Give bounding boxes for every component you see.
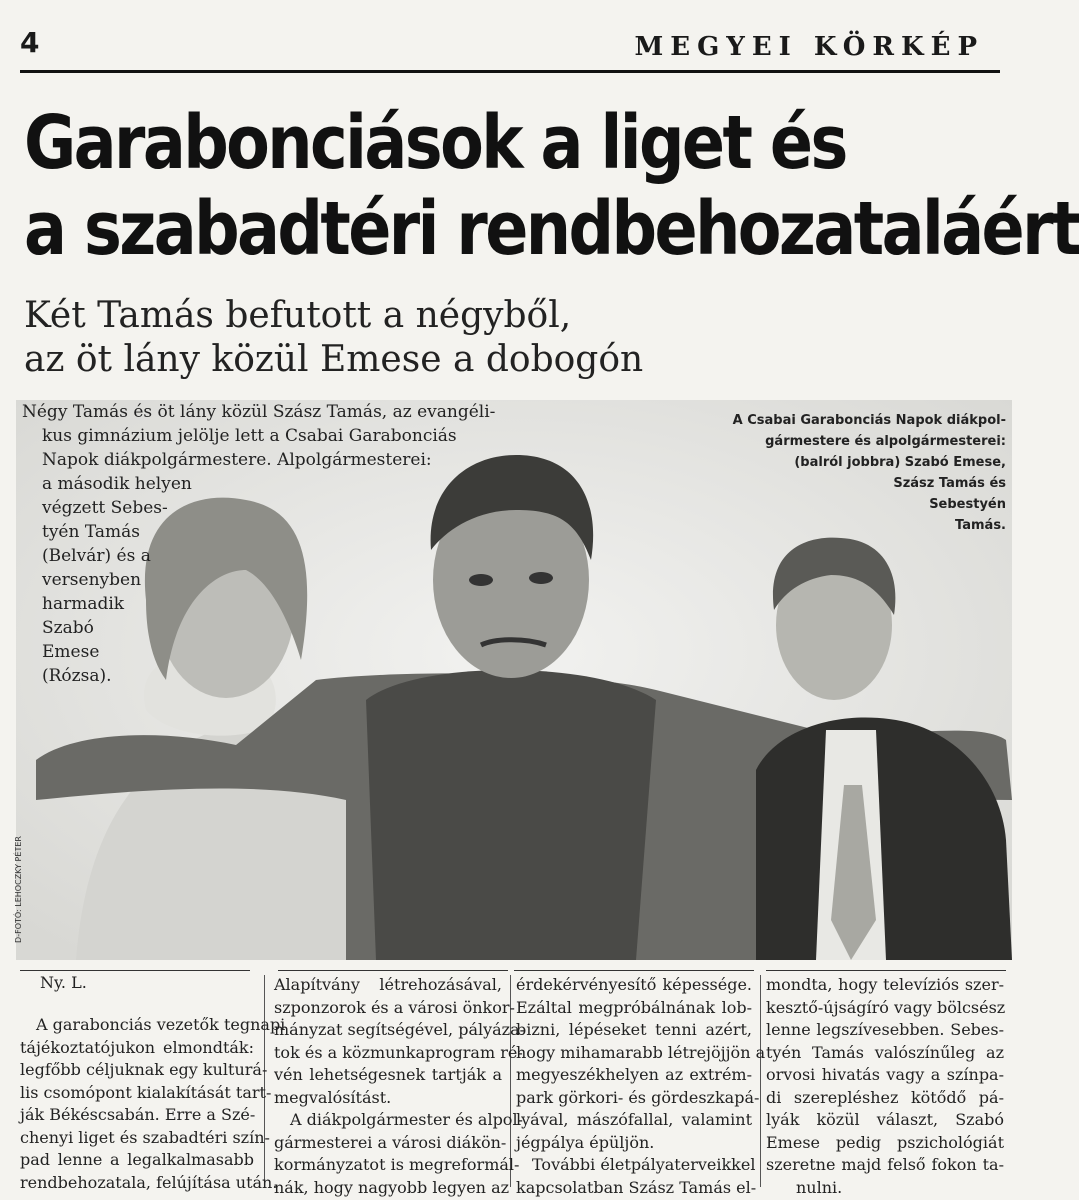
photo-credit: D-FOTÓ: LEHOCZKY PÉTER [13,836,23,943]
body-line: lyák közül választ, Szabó [766,1110,1004,1129]
man-figure-right [756,538,1012,960]
body-line: Ezáltal megpróbálnának lob- [516,997,752,1017]
body-line: kormányzatot is megreformál- [274,1155,520,1174]
body-line: gármesterei a városi diákön- [274,1132,507,1152]
body-line: Alapítvány létrehozásával, [274,975,502,994]
lead-line: (Rózsa). [42,666,112,686]
lead-line: Emese [42,642,100,662]
body-line: lenne legszívesebben. Sebes- [766,1020,1004,1039]
body-line: kesztő-újságíró vagy bölcsész [766,997,1006,1017]
body-line: tyén Tamás valószínűleg az [766,1042,1004,1062]
body-column-3 [516,974,766,1199]
subheadline-line-2: az öt lány közül Emese a dobogón [24,339,644,380]
lead-line: Szabó [42,618,94,638]
lead-line: kus gimnázium jelölje lett a Csabai Garabonciás [42,426,457,446]
section-title: MEGYEI KÖRKÉP [634,32,984,62]
body-line: hogy mihamarabb létrejöjjön a [516,1042,766,1062]
body-line: lyával, mászófallal, valamint [516,1110,752,1129]
caption-line: Szász Tamás és [893,476,1006,491]
body-line: rendbehozatala, felújítása után. [20,1172,278,1192]
caption-line: (balról jobbra) Szabó Emese, [794,455,1006,470]
page-number: 4 [20,26,40,59]
lead-line: tyén Tamás [42,522,140,542]
body-line: jégpálya épüljön. [516,1132,655,1152]
headline-line-1: Garabonciások a liget és [24,100,846,186]
lead-paragraph [22,400,522,688]
body-line: pad lenne a legalkalmasabb [20,1150,254,1169]
body-line: orvosi hivatás vagy a színpa- [766,1065,1004,1084]
caption-line: Sebestyén [929,497,1006,512]
column-divider [760,975,761,1187]
body-line: A garabonciás vezetők tegnapi [36,1015,286,1034]
lead-line: végzett Sebes- [42,498,168,518]
photo-caption [726,410,1006,536]
body-line: mányzat segítségével, pályáza- [274,1020,526,1039]
body-line: tájékoztatójukon elmondták: [20,1037,254,1057]
lead-line: Napok diákpolgármestere. Alpolgármesterei: [42,450,432,470]
lead-line: harmadik [42,594,125,614]
body-column-4 [766,974,1004,1199]
lead-line: Négy Tamás és öt lány közül Szász Tamás, az evangéli- [22,402,496,422]
subheadline-line-1: Két Tamás befutott a négyből, [24,295,572,336]
body-line: di szerepléshez kötődő pá- [766,1087,1004,1107]
subheadline [24,294,643,382]
caption-line: Tamás. [955,518,1006,533]
body-line: érdekérvényesítő képessége. [516,975,752,994]
headline [24,100,1079,272]
body-line: szeretne majd felső fokon ta- [766,1155,1004,1174]
caption-line: A Csabai Garabonciás Napok diákpol- [732,413,1006,428]
column-divider [264,975,265,1187]
body-line: ják Békéscsabán. Erre a Szé- [20,1105,256,1124]
body-line: lis csomópont kialakítását tart- [20,1082,272,1102]
body-line: mondta, hogy televíziós szer- [766,975,1004,994]
body-line: További életpályaterveikkel [532,1155,756,1174]
headline-line-2: a szabadtéri rendbehozataláért [24,186,1079,272]
body-line: vén lehetségesnek tartják a [274,1065,502,1084]
body-line: A diákpolgármester és alpol- [290,1110,523,1129]
body-line: kapcsolatban Szász Tamás el- [516,1177,757,1197]
body-column-1 [20,1014,286,1194]
byline: Ny. L. [40,973,87,992]
lead-line: versenyben [42,570,142,590]
body-line: megvalósítást. [274,1087,392,1107]
body-line: Emese pedig pszichológiát [766,1132,1004,1152]
body-line: megyeszékhelyen az extrém- [516,1065,752,1084]
caption-line: gármestere és alpolgármesterei: [765,434,1006,449]
body-line: chenyi liget és szabadtéri szín- [20,1127,270,1147]
header-rule [20,70,1000,73]
body-line: bizni, lépéseket tenni azért, [516,1020,752,1039]
body-line: nák, hogy nagyobb legyen az [274,1177,510,1197]
body-line: szponzorok és a városi önkor- [274,997,515,1017]
body-line: tok és a közmunkaprogram ré- [274,1042,523,1062]
body-line: legfőbb céljuknak egy kulturá- [20,1060,268,1079]
body-column-2 [274,974,526,1199]
body-line: nulni. [796,1177,843,1197]
lead-line: (Belvár) és a [42,546,151,566]
column-rule [20,970,250,974]
lead-line: a második helyen [42,474,192,494]
body-line: park görkori- és gördeszkapá- [516,1087,760,1107]
